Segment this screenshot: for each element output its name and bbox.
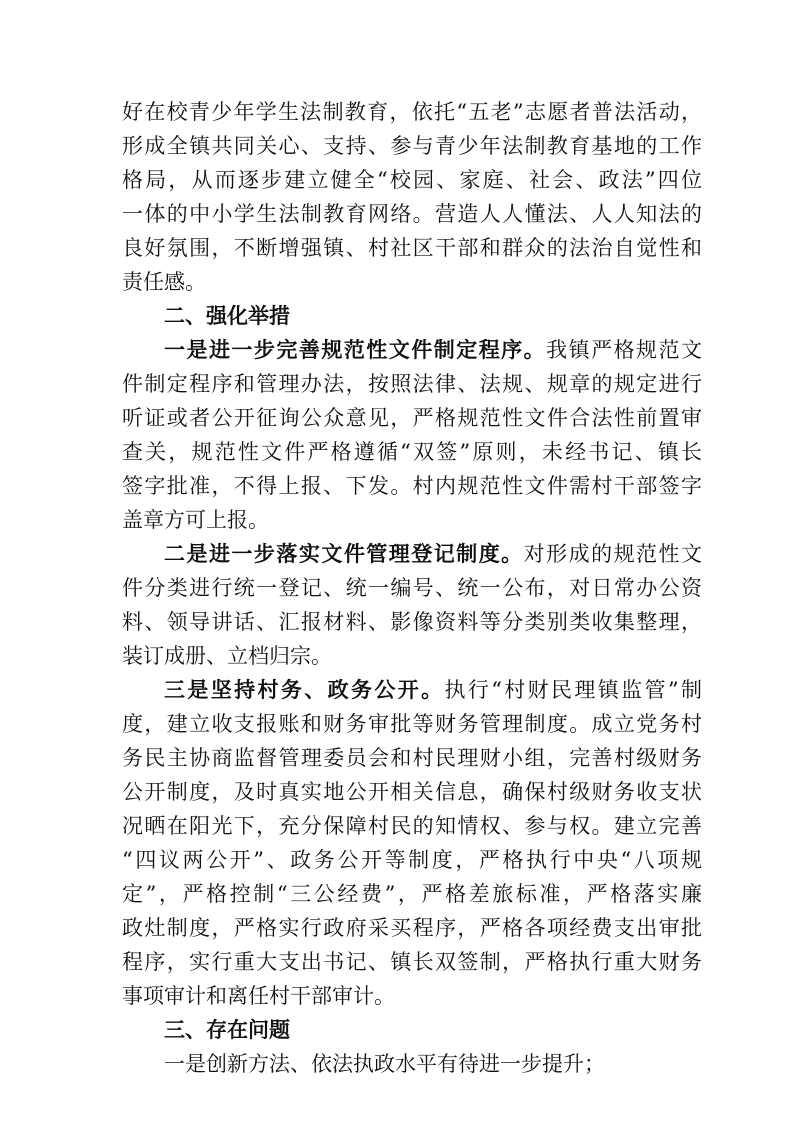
text-line: 务民主协商监督管理委员会和村民理财小组，完善村级财务 <box>122 746 702 770</box>
paragraph-lead: 二是进一步落实文件管理登记制度。 <box>164 541 524 566</box>
paragraph-measure-1 <box>122 333 702 537</box>
section-heading-problems: 三、存在问题 <box>164 1017 290 1042</box>
paragraph-lead: 三是坚持村务、政务公开。 <box>164 677 445 702</box>
document-body <box>122 95 702 1081</box>
text-line: 事项审计和离任村干部审计。 <box>122 984 395 1008</box>
text-line: 料、领导讲话、汇报材料、影像资料等分类别类收集整理， <box>122 610 702 634</box>
text-line: 形成全镇共同关心、支持、参与青少年法制教育基地的工作 <box>122 134 702 158</box>
text-line: 听证或者公开征询公众意见，严格规范性文件合法性前置审 <box>122 406 702 430</box>
text-line: 责任感。 <box>122 270 206 294</box>
text-line: 件制定程序和管理办法，按照法律、法规、规章的规定进行 <box>122 372 702 396</box>
text-line: 格局，从而逐步建立健全“校园、家庭、社会、政法”四位 <box>122 168 702 192</box>
text-line <box>122 333 702 367</box>
text-line <box>122 537 702 571</box>
text-line: 一体的中小学生法制教育网络。营造人人懂法、人人知法的 <box>122 202 702 226</box>
text-line: “四议两公开”、政务公开等制度，严格执行中央“八项规 <box>122 848 702 872</box>
text-line: 件分类进行统一登记、统一编号、统一公布，对日常办公资 <box>122 576 702 600</box>
text-line: 盖章方可上报。 <box>122 508 269 532</box>
paragraph-measure-3 <box>122 673 702 1013</box>
paragraph-legal-education <box>122 95 702 299</box>
paragraph-problem-1: 一是创新方法、依法执政水平有待进一步提升； <box>164 1052 605 1076</box>
text-line: 况晒在阳光下，充分保障村民的知情权、参与权。建立完善 <box>122 814 702 838</box>
text-line <box>122 673 702 707</box>
paragraph-lead-rest: 对形成的规范性文 <box>523 542 703 566</box>
text-line: 查关，规范性文件严格遵循“双签”原则，未经书记、镇长 <box>122 440 702 464</box>
text-line: 度，建立收支报账和财务审批等财务管理制度。成立党务村 <box>122 712 702 736</box>
text-line: 公开制度，及时真实地公开相关信息，确保村级财务收支状 <box>122 780 702 804</box>
text-line: 好在校青少年学生法制教育，依托“五老”志愿者普法活动， <box>122 100 702 124</box>
paragraph-lead-rest: 执行“村财民理镇监管”制 <box>444 678 702 702</box>
text-line: 良好氛围，不断增强镇、村社区干部和群众的法治自觉性和 <box>122 236 702 260</box>
paragraph-lead-rest: 我镇严格规范文 <box>546 338 703 362</box>
paragraph-measure-2 <box>122 537 702 673</box>
text-line: 装订成册、立档归宗。 <box>122 644 332 668</box>
text-line: 程序，实行重大支出书记、镇长双签制，严格执行重大财务 <box>122 950 702 974</box>
text-line: 定”，严格控制“三公经费”，严格差旅标准，严格落实廉 <box>122 882 702 906</box>
paragraph-lead: 一是进一步完善规范性文件制定程序。 <box>164 337 547 362</box>
text-line: 政灶制度，严格实行政府采买程序，严格各项经费支出审批 <box>122 916 702 940</box>
text-line: 签字批准，不得上报、下发。村内规范性文件需村干部签字 <box>122 474 702 498</box>
section-heading-measures: 二、强化举措 <box>164 303 290 328</box>
